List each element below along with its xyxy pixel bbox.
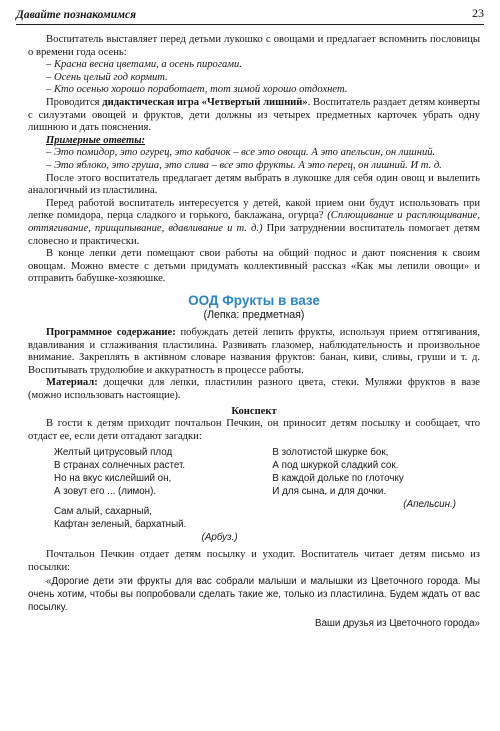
running-title: Давайте познакомимся xyxy=(16,9,137,21)
answer-line: – Это яблоко, это груша, это слива – все это фрукты. А это перец, он лишний. И т. д. xyxy=(46,159,442,171)
paragraph-intro: Воспитатель выставляет перед детьми лукошко с овощами и предлагает вспомнить пословицы о времени года осень: xyxy=(28,34,480,58)
riddles-left-column xyxy=(54,446,256,544)
riddle-line: Но на вкус кислейший он, xyxy=(54,473,172,485)
riddle-answer: (Апельсин.) xyxy=(403,499,456,511)
letter-text: «Дорогие дети эти фрукты для вас собрали малыши и малышки из Цветочного города. Мы очень хотим, чтобы вы попробовали сделать такие же, только из пластилина. Будем ждать от вас посылку. xyxy=(28,575,480,613)
answer-line: – Это помидор, это огурец, это кабачок – все это овощи. А это апельсин, он лишний. xyxy=(46,147,436,159)
material-label: Материал: xyxy=(46,377,98,389)
game-text-post: . Воспитатель раздает детям конверты с силуэтами овощей и фруктов, дети должны из четырех предметных карточек убрать одну лишнюю и дать пояснения. xyxy=(28,96,480,134)
paragraph-pechkin: В гости к детям приходит почтальон Печкин, он приносит детям посылку и сообщает, что отдаст ее, если дети отгадают загадки: xyxy=(28,418,480,442)
riddle-line: В золотистой шкурке бок, xyxy=(272,447,389,459)
section-subtitle: (Лепка: предметная) xyxy=(203,309,305,322)
page-number: 23 xyxy=(472,6,484,20)
paragraph-end: В конце лепки дети помещают свои работы на общий поднос и дают пояснения к своим овощам. Можно вместе с детьми придумать коллективный рассказ «Как мы лепили овощи» и отправить бабушке-хозяюшке. xyxy=(28,248,480,285)
program-label: Программное содержание: xyxy=(46,327,176,339)
riddles-right-column xyxy=(272,446,474,544)
techniques-text-pre: Перед работой воспитатель интересуется у детей, какой прием они будут использовать при лепке помидора, перца сладкого и горького, баклажана, огурца? xyxy=(28,197,480,222)
page-content xyxy=(28,34,480,630)
paragraph-letter-intro: Почтальон Печкин отдает детям посылку и уходит. Воспитатель читает детям письмо из посылки: xyxy=(28,549,480,573)
riddle-line: А зовут его ... (лимон). xyxy=(54,486,157,498)
techniques-list: (Сплющивание и расплющивание, оттягивание, прищипывание, вдавливание и т. д.) xyxy=(28,210,480,234)
game-text-pre: Проводится xyxy=(46,96,103,108)
game-title: дидактическая игра «Четвертый лишний» xyxy=(102,96,308,108)
riddle-line: Сам алый, сахарный, xyxy=(54,506,152,518)
riddles-block xyxy=(54,446,474,544)
proverb-line: – Осень целый год кормит. xyxy=(46,71,168,83)
riddle-line: Кафтан зеленый, бархатный. xyxy=(54,519,187,531)
material-paragraph xyxy=(28,377,480,402)
paragraph-game xyxy=(28,97,480,135)
riddle-line: И для сына, и для дочки. xyxy=(272,486,387,498)
paragraph-choose: После этого воспитатель предлагает детям выбрать в лукошке для себя один овощ и вылепить аналогичный из пластилина. xyxy=(28,172,480,197)
answers-heading-line xyxy=(28,135,480,148)
riddle-line: А под шкуркой сладкий сок. xyxy=(272,460,399,472)
proverb-line: – Кто осенью хорошо поработает, тот зимой хорошо отдохнет. xyxy=(46,84,348,96)
program-text: побуждать детей лепить фрукты, используя прием оттягивания, вдавливания и сглаживания пластилина. Развивать глазомер, наблюдательность и произвольное внимание. Закреплять в активном словаре названия фруктов: банан, киви, сливы, груши и т. д. Воспитывать трудолюбие и аккуратность в процессе работы. xyxy=(28,327,480,376)
letter-signature: Ваши друзья из Цветочного города» xyxy=(315,617,480,629)
riddle-gap xyxy=(54,498,256,505)
konspekt-heading: Конспект xyxy=(231,405,277,417)
riddle-answer: (Арбуз.) xyxy=(201,532,238,544)
techniques-text-post: При затруднении воспитатель помогает детям словесно и практически. xyxy=(28,222,480,247)
riddle-line: В странах солнечных растет. xyxy=(54,460,186,472)
program-paragraph xyxy=(28,327,480,377)
running-header xyxy=(16,6,484,25)
material-text: дощечки для лепки, пластилин разного цвета, стеки. Муляжи фруктов в вазе (можно использовать настоящие). xyxy=(28,377,480,402)
answers-heading: Примерные ответы: xyxy=(46,134,146,146)
section-title: ООД Фрукты в вазе xyxy=(188,292,320,308)
paragraph-techniques xyxy=(28,198,480,248)
proverb-line: – Красна весна цветами, а осень пирогами. xyxy=(46,59,242,71)
riddle-line: В каждой дольке по глоточку xyxy=(272,473,404,485)
riddle-line: Желтый цитрусовый плод xyxy=(54,447,173,459)
